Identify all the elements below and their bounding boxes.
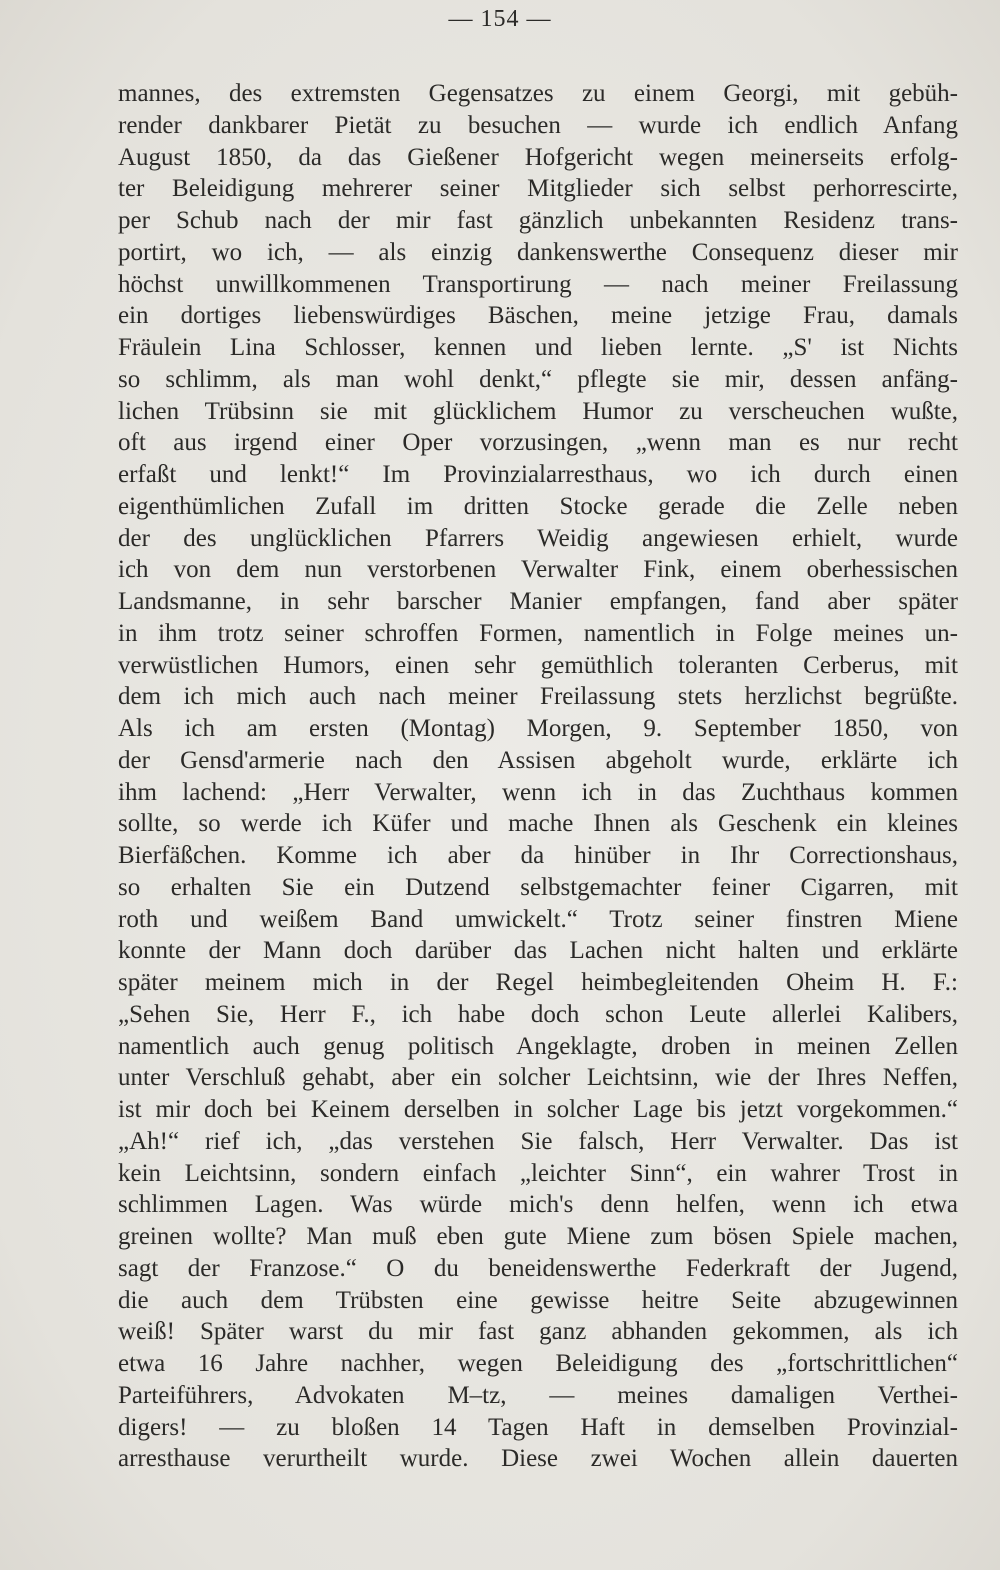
text-line: mannes, des extremsten Gegensatzes zu einem Georgi, mit gebüh- xyxy=(118,80,958,107)
text-line: verwüstlichen Humors, einen sehr gemüthlich toleranten Cerberus, mit xyxy=(118,651,958,679)
page-number: — 154 — xyxy=(448,6,552,32)
text-line: digers! — zu bloßen 14 Tagen Haft in demselben Provinzial- xyxy=(118,1413,958,1441)
text-line: erfaßt und lenkt!“ Im Provinzialarresthaus, wo ich durch einen xyxy=(118,461,958,488)
text-line: arresthause verurtheilt wurde. Diese zwei Wochen allein dauerten xyxy=(118,1445,958,1473)
text-line: dem ich mich auch nach meiner Freilassung stets herzlichst begrüßte. xyxy=(118,683,958,711)
text-line: konnte der Mann doch darüber das Lachen nicht halten und erklärte xyxy=(118,937,958,965)
text-line: eigenthümlichen Zufall im dritten Stocke gerade die Zelle neben xyxy=(118,492,958,520)
text-line: weiß! Später warst du mir fast ganz abhanden gekommen, als ich xyxy=(118,1318,958,1346)
text-line: Landsmanne, in sehr barscher Manier empfangen, fand aber später xyxy=(118,588,958,615)
text-line: kein Leichtsinn, sondern einfach „leichter Sinn“, ein wahrer Trost in xyxy=(118,1159,958,1187)
text-line: portirt, wo ich, — als einzig dankenswerthe Consequenz dieser mir xyxy=(118,238,958,266)
text-line: per Schub nach der mir fast gänzlich unbekannten Residenz trans- xyxy=(118,207,958,234)
text-line: lichen Trübsinn sie mit glücklichem Humor zu verscheuchen wußte, xyxy=(118,397,958,425)
text-line: „Sehen Sie, Herr F., ich habe doch schon Leute allerlei Kalibers, xyxy=(118,1000,958,1028)
text-line: ich von dem nun verstorbenen Verwalter Fink, einem oberhessischen xyxy=(118,556,958,584)
text-line: oft aus irgend einer Oper vorzusingen, „wenn man es nur recht xyxy=(118,429,958,457)
text-line: die auch dem Trübsten eine gewisse heitre Seite abzugewinnen xyxy=(118,1286,958,1314)
text-line: Als ich am ersten (Montag) Morgen, 9. September 1850, von xyxy=(118,715,958,742)
text-line: so erhalten Sie ein Dutzend selbstgemachter feiner Cigarren, mit xyxy=(118,873,958,901)
text-line: so schlimm, als man wohl denkt,“ pflegte sie mir, dessen anfäng- xyxy=(118,365,958,393)
text-line: unter Verschluß gehabt, aber ein solcher Leichtsinn, wie der Ihres Neffen, xyxy=(118,1064,958,1092)
text-line: schlimmen Lagen. Was würde mich's denn helfen, wenn ich etwa xyxy=(118,1191,958,1219)
text-line: render dankbarer Pietät zu besuchen — wurde ich endlich Anfang xyxy=(118,111,958,139)
text-line: höchst unwillkommenen Transportirung — nach meiner Freilassung xyxy=(118,270,958,298)
text-line: sollte, so werde ich Küfer und mache Ihnen als Geschenk ein kleines xyxy=(118,810,958,838)
text-line: der Gensd'armerie nach den Assisen abgeholt wurde, erklärte ich xyxy=(118,746,958,774)
text-line: sagt der Franzose.“ O du beneidenswerthe Federkraft der Jugend, xyxy=(118,1254,958,1282)
text-line: ihm lachend: „Herr Verwalter, wenn ich in das Zuchthaus kommen xyxy=(118,778,958,806)
text-line: ist mir doch bei Keinem derselben in solcher Lage bis jetzt vorgekommen.“ xyxy=(118,1096,958,1123)
text-line: roth und weißem Band umwickelt.“ Trotz seiner finstren Miene xyxy=(118,905,958,933)
text-line: etwa 16 Jahre nachher, wegen Beleidigung des „fortschrittlichen“ xyxy=(118,1350,958,1377)
text-line: namentlich auch genug politisch Angeklagte, droben in meinen Zellen xyxy=(118,1032,958,1060)
text-line: in ihm trotz seiner schroffen Formen, namentlich in Folge meines un- xyxy=(118,619,958,647)
text-line: Parteiführers, Advokaten M–tz, — meines damaligen Verthei- xyxy=(118,1381,958,1409)
text-line: greinen wollte? Man muß eben gute Miene zum bösen Spiele machen, xyxy=(118,1223,958,1250)
text-line: Fräulein Lina Schlosser, kennen und lieben lernte. „S' ist Nichts xyxy=(118,334,958,361)
text-line: Bierfäßchen. Komme ich aber da hinüber in Ihr Correctionshaus, xyxy=(118,842,958,869)
text-line: der des unglücklichen Pfarrers Weidig angewiesen erhielt, wurde xyxy=(118,524,958,552)
body-text xyxy=(118,78,958,1475)
text-line: August 1850, da das Gießener Hofgericht wegen meinerseits erfolg- xyxy=(118,143,958,171)
text-line: ein dortiges liebenswürdiges Bäschen, meine jetzige Frau, damals xyxy=(118,302,958,330)
text-line: ter Beleidigung mehrerer seiner Mitglieder sich selbst perhorrescirte, xyxy=(118,175,958,203)
text-line: später meinem mich in der Regel heimbegleitenden Oheim H. F.: xyxy=(118,969,958,996)
text-line: „Ah!“ rief ich, „das verstehen Sie falsch, Herr Verwalter. Das ist xyxy=(118,1127,958,1155)
